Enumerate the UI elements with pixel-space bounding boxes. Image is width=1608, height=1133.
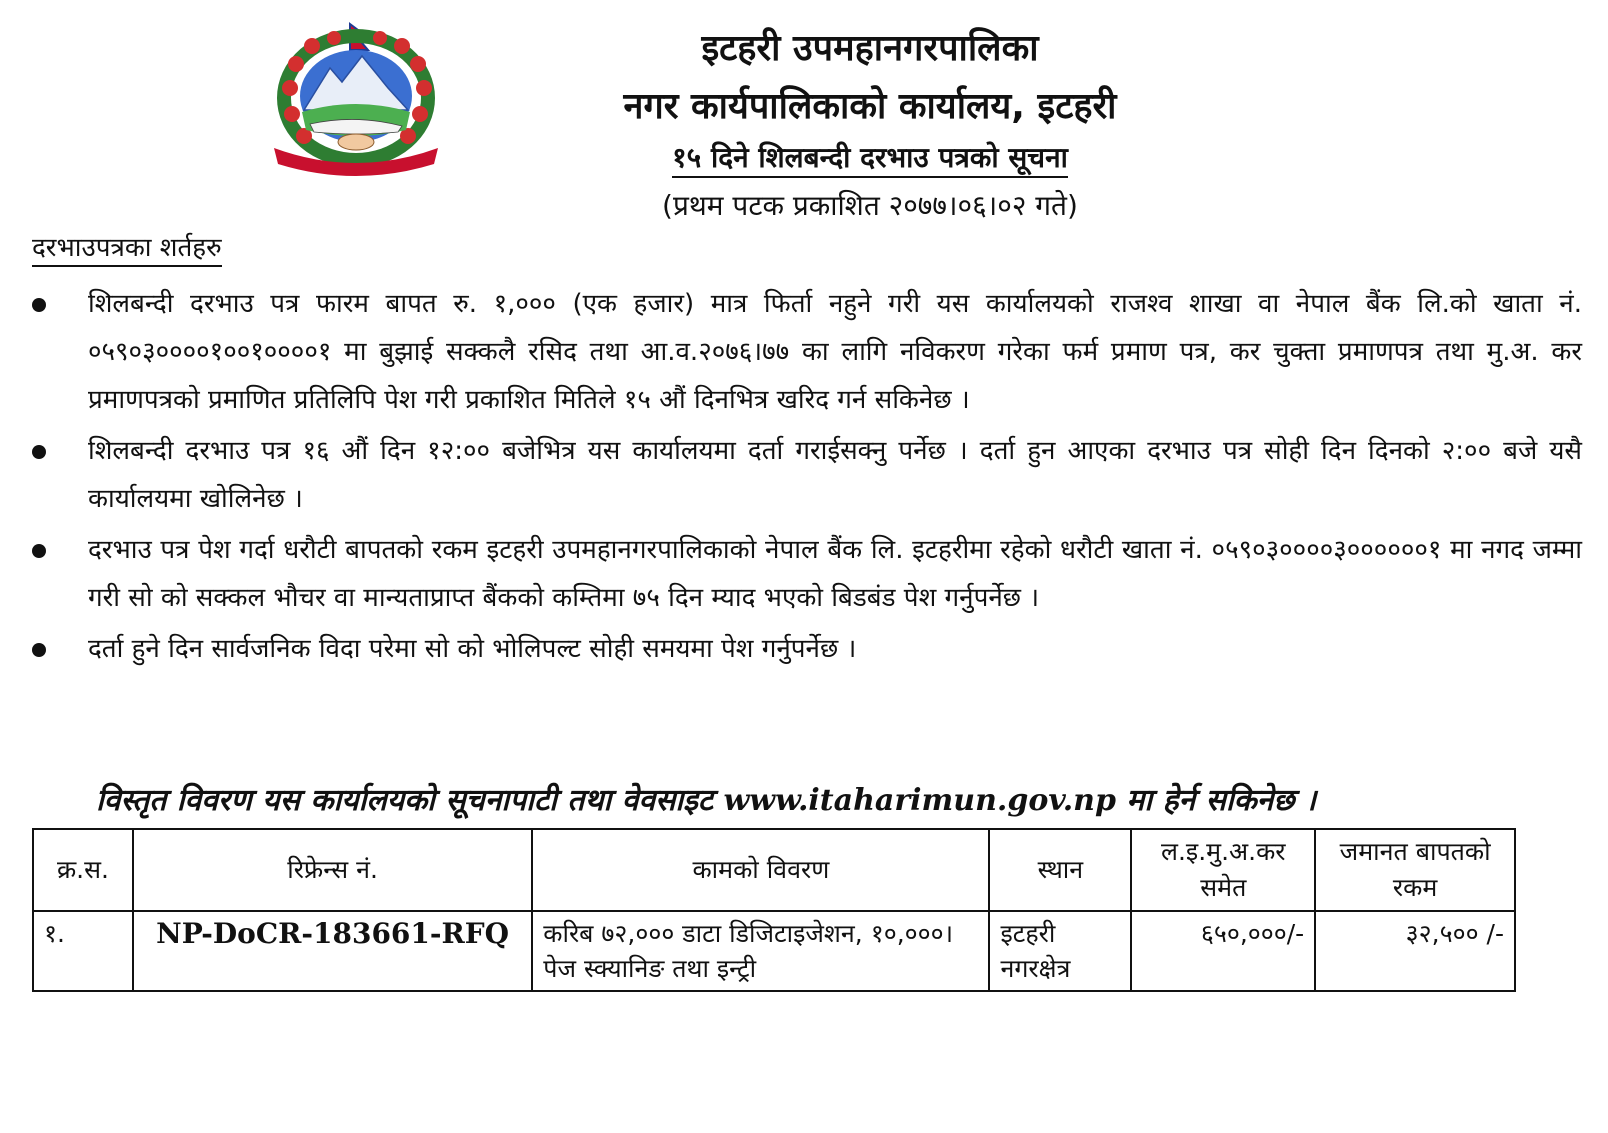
bullet-icon (32, 643, 46, 657)
terms-list (32, 280, 1582, 676)
col-header-sn: क्र.स. (33, 829, 133, 911)
bullet-icon (32, 298, 46, 312)
list-item (32, 625, 1582, 673)
nepal-government-emblem-icon (270, 18, 442, 178)
col-header-ref: रिफ्रेन्स नं. (133, 829, 532, 911)
term-text: शिलबन्दी दरभाउ पत्र १६ औं दिन १२:०० बजेभित्र यस कार्यालयमा दर्ता गराईसक्नु पर्नेछ । दर्ता हुन आएका दरभाउ पत्र सोही दिन दिनको २:०० बजे यसै कार्यालयमा खोलिनेछ । (88, 436, 1582, 514)
list-item (32, 526, 1582, 622)
list-item (32, 427, 1582, 523)
cell-desc: करिब ७२,००० डाटा डिजिटाइजेशन, १०,०००। पेज स्क्यानिङ तथा इन्ट्री (532, 911, 989, 991)
website-note: विस्तृत विवरण यस कार्यालयको सूचनापाटी तथा वेवसाइट www.itaharimun.gov.np मा हेर्न सकिनेछ । (96, 783, 1317, 818)
col-header-place: स्थान (989, 829, 1131, 911)
publication-date: (प्रथम पटक प्रकाशित २०७७।०६।०२ गते) (662, 189, 1078, 222)
cell-place: इटहरी नगरक्षेत्र (989, 911, 1131, 991)
term-text: दर्ता हुने दिन सार्वजनिक विदा परेमा सो को भोलिपल्ट सोही समयमा पेश गर्नुपर्नेछ । (88, 634, 857, 664)
bullet-icon (32, 445, 46, 459)
list-item (32, 280, 1582, 424)
notice-title (440, 138, 1300, 176)
tender-table (32, 828, 1516, 992)
cell-sn: १. (33, 911, 133, 991)
office-subtitle: नगर कार्यपालिकाको कार्यालय, इटहरी (623, 86, 1117, 127)
term-text: दरभाउ पत्र पेश गर्दा धरौटी बापतको रकम इटहरी उपमहानगरपालिकाको नेपाल बैंक लि. इटहरीमा रहेको धरौटी खाता नं. ०५९०३००००३००००००१ मा नगद जम्मा गरी सो को सक्कल भौचर वा मान्यताप्राप्त बैंकको कम्तिमा ७५ दिन म्याद भएको बिडबंड पेश गर्नुपर्नेछ । (88, 535, 1582, 613)
cell-deposit: ३२,५०० /- (1315, 911, 1515, 991)
col-header-cost: ल.इ.मु.अ.कर समेत (1131, 829, 1315, 911)
table-row (33, 911, 1515, 991)
bullet-icon (32, 544, 46, 558)
notice-title-text: १५ दिने शिलबन्दी दरभाउ पत्रको सूचना (672, 141, 1068, 178)
col-header-desc: कामको विवरण (532, 829, 989, 911)
cell-cost: ६५०,०००/- (1131, 911, 1315, 991)
office-name: इटहरी उपमहानगरपालिका (701, 28, 1039, 69)
terms-heading: दरभाउपत्रका शर्तहरु (32, 232, 222, 267)
col-header-deposit: जमानत बापतको रकम (1315, 829, 1515, 911)
table-header-row (33, 829, 1515, 911)
term-text: शिलबन्दी दरभाउ पत्र फारम बापत रु. १,००० (एक हजार) मात्र फिर्ता नहुने गरी यस कार्यालयको राजश्व शाखा वा नेपाल बैंक लि.को खाता नं. ०५९०३००००१००१००००१ मा बुझाई सक्कलै रसिद तथा आ.व.२०७६।७७ का लागि नविकरण गरेका फर्म प्रमाण पत्र, कर चुक्ता प्रमाणपत्र तथा मु.अ. कर प्रमाणपत्रको प्रमाणित प्रतिलिपि पेश गरी प्रकाशित मितिले १५ औं दिनभित्र खरिद गर्न सकिनेछ । (88, 289, 1582, 415)
cell-ref: NP-DoCR-183661-RFQ (133, 911, 532, 991)
